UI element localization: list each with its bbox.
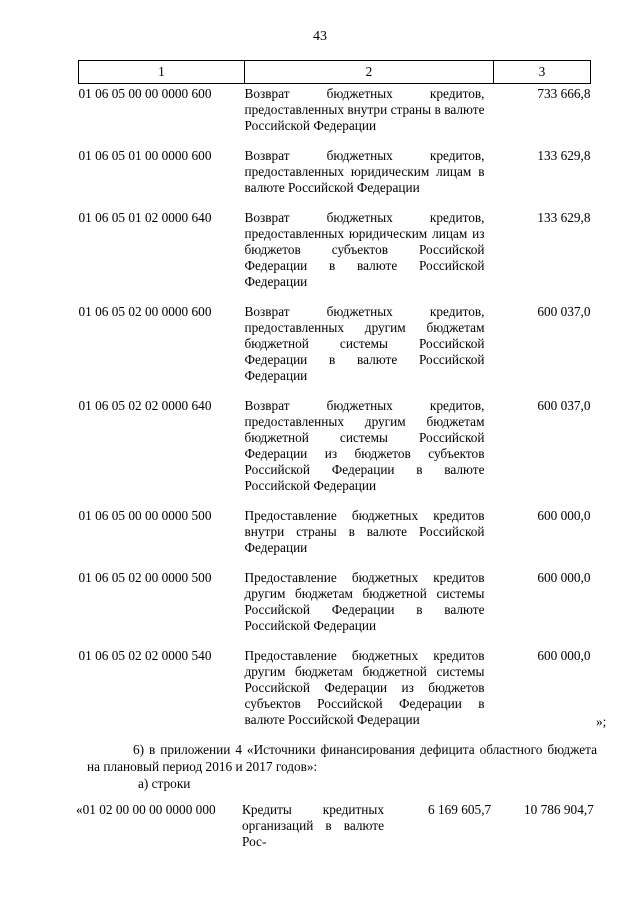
row-amount: 733 666,8 [537, 86, 591, 101]
second-row-amount-2017: 10 786 904,7 [524, 802, 594, 817]
second-row-amount-2016: 6 169 605,7 [428, 802, 492, 817]
row-amount: 600 000,0 [537, 648, 591, 663]
column-header-1: 1 [79, 61, 245, 84]
table-header-row [79, 61, 591, 84]
row-amount: 600 037,0 [537, 304, 591, 319]
row-name: Предоставление бюджетных кредитов другим бюджетам бюджетной системы Российской Федерации в валюте Российской Федерации [244, 570, 485, 633]
second-row-name: Кредиты кредитных организаций в валюте Рос- [242, 802, 384, 849]
row-name: Возврат бюджетных кредитов, предоставленных внутри страны в валюте Российской Федерации [244, 86, 485, 133]
row-amount: 133 629,8 [537, 210, 591, 225]
table-row [79, 302, 591, 396]
row-code: 01 06 05 00 00 0000 500 [78, 508, 212, 523]
row-amount: 133 629,8 [537, 148, 591, 163]
row-amount: 600 000,0 [537, 570, 591, 585]
table-row [79, 396, 591, 506]
row-amount: 600 000,0 [537, 508, 591, 523]
row-code: 01 06 05 02 00 0000 600 [78, 304, 212, 319]
row-code: 01 06 05 02 02 0000 640 [78, 398, 212, 413]
column-header-3: 3 [494, 61, 591, 84]
row-amount: 600 037,0 [537, 398, 591, 413]
table-row [79, 146, 591, 208]
row-name: Возврат бюджетных кредитов, предоставленных другим бюджетам бюджетной системы Российской Федерации в валюте Российской Федерации [244, 304, 485, 383]
row-code: 01 06 05 01 00 0000 600 [78, 148, 212, 163]
budget-table [78, 60, 591, 740]
row-name: Предоставление бюджетных кредитов другим бюджетам бюджетной системы Российской Федерации из бюджетов субъектов Российской Федерации в валюте Российской Федерации [244, 648, 485, 727]
column-header-2: 2 [245, 61, 494, 84]
table-row [79, 506, 591, 568]
paragraph-item-a: а) строки [138, 776, 191, 791]
paragraph-item-b: 6) в приложении 4 «Источники финансирования дефицита областного бюджета на плановый период 2016 и 2017 годов»: [87, 742, 597, 774]
table-row [79, 568, 591, 646]
table-row [79, 208, 591, 302]
row-name: Возврат бюджетных кредитов, предоставленных другим бюджетам бюджетной системы Российской Федерации из бюджетов субъектов Российской Федерации в валюте Российской Федерации [244, 398, 485, 493]
second-row-code: «01 02 00 00 00 0000 000 [76, 802, 216, 817]
table-row [79, 646, 591, 740]
row-code: 01 06 05 02 00 0000 500 [78, 570, 212, 585]
row-code: 01 06 05 02 02 0000 540 [78, 648, 212, 663]
row-code: 01 06 05 01 02 0000 640 [78, 210, 212, 225]
closing-quote-mark: »; [596, 714, 607, 729]
table-row [79, 84, 591, 147]
row-name: Возврат бюджетных кредитов, предоставленных юридическим лицам из бюджетов субъектов Российской Федерации в валюте Российской Федерации [244, 210, 485, 289]
row-name: Предоставление бюджетных кредитов внутри страны в валюте Российской Федерации [244, 508, 485, 555]
row-name: Возврат бюджетных кредитов, предоставленных юридическим лицам в валюте Российской Федерации [244, 148, 485, 195]
page-number: 43 [313, 29, 327, 44]
row-code: 01 06 05 00 00 0000 600 [78, 86, 212, 101]
